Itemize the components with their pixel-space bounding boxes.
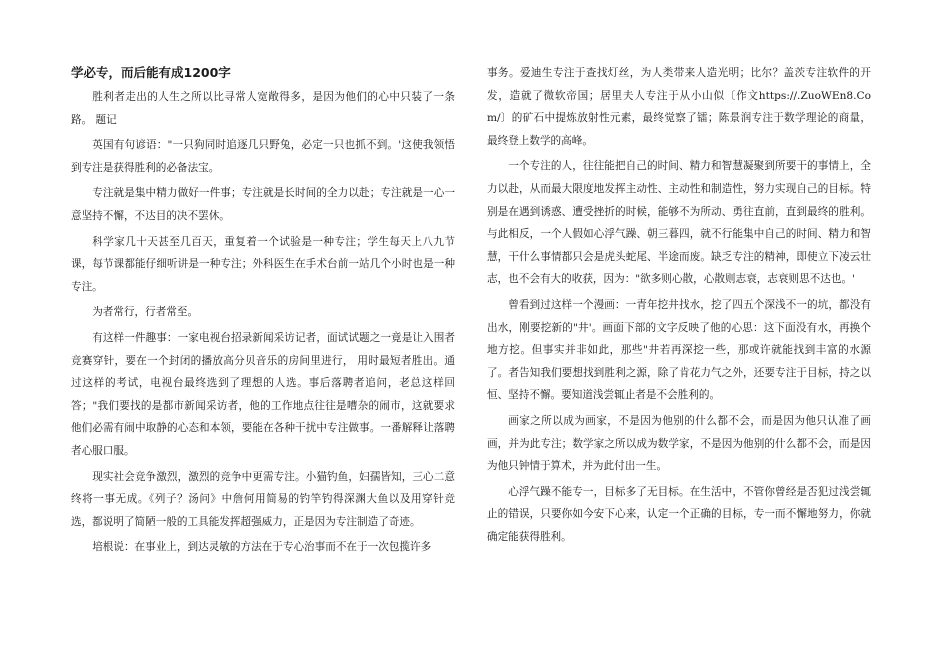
- paragraph: 培根说：在事业上，到达灵敏的方法在于专心治事而不在于一次包揽许多: [92, 541, 432, 554]
- paragraph: 有这样一件趣事：一家电视台招录新闻采访记者，面试试题之一竟是让入围者竞赛穿针，要在一个封闭的播放高分贝音乐的房间里进行， 用时最短者胜出。通过这样的考试，电视台最终选到了理想的人选。事后落聘者追问，老总这样回答；"我们要找的是都市新闻采访者，他的工作地点往往是嘈杂的闹市，这就要求他们必需有闹中取静的心态和本领，要能在各种干扰中专注做事。一番解释让落聘者心服口服。: [71, 331, 455, 457]
- paragraph: 一个专注的人，往往能把自己的时间、精力和智慧凝聚到所要干的事情上，全力以赴，从而最大限度地发挥主动性、主动性和制造性，努力实现自己的目标。特别是在遇到诱惑、遭受挫折的时候，能够不为所动、勇往直前，直到最终的胜利。与此相反，一个人假如心浮气躁、朝三暮四，就不行能集中自己的时间、精力和智慧，干什么事情都只会是虎头蛇尾、半途而废。缺乏专注的精神，即使立下凌云壮志，也不会有大的收获，因为："欲多则心散，心散则志衰，志衰则思不达也。': [487, 160, 871, 286]
- paragraph: 现实社会竞争激烈，激烈的竞争中更需专注。小猫钓鱼，妇孺皆知，三心二意终将一事无成。《列子？汤问》中詹何用简易的钓竿钓得深渊大鱼以及用穿针竞选，都说明了简陋一般的工具能发挥超强威力，正是因为专注制造了奇迹。: [71, 470, 455, 528]
- paragraph: 为者常行，行者常至。: [92, 306, 199, 319]
- paragraph: 胜利者走出的人生之所以比寻常人宽敞得多，是因为他们的心中只装了一条路。 题记: [71, 91, 455, 126]
- paragraph: 英国有句谚语："一只狗同时追逐几只野兔，必定一只也抓不到。'这使我领悟到专注是获得胜利的必备法宝。: [71, 139, 455, 174]
- paragraph: 科学家几十天甚至几百天，重复着一个试验是一种专注；学生每天上八九节课，每节课都能仔细听讲是一种专注；外科医生在手术台前一站几个小时也是一种专注。: [71, 235, 455, 293]
- left-column: [71, 62, 455, 562]
- paragraph: 专注就是集中精力做好一件事；专注就是长时间的全力以赴；专注就是一心一意坚持不懈，不达目的决不罢休。: [71, 187, 455, 222]
- paragraph-continued: 事务。爱迪生专注于查找灯丝，为人类带来人造光明；比尔？盖茨专注软件的开发，造就了微软帝国；居里夫人专注于从小山似〔作文https://.ZuoWEn8.Com/〕的矿石中提炼放射性元素，最终觉察了镭；陈景润专注于数学理论的商量，最终登上数学的高峰。: [487, 67, 871, 147]
- paragraph: 曾看到过这样一个漫画：一青年挖井找水，挖了四五个深浅不一的坑，都没有出水，刚要挖新的"井'。画面下部的文字反映了他的心思：这下面没有水，再换个地方挖。但事实并非如此，那些"井若再深挖一些，那或许就能找到丰富的水源了。者告知我们要想找到胜利之源，除了肯花力气之外，还要专注于目标，持之以恒、坚持不懈。要知道浅尝辄止者是不会胜利的。: [487, 298, 871, 402]
- paragraph: 心浮气躁不能专一，目标多了无目标。在生活中，不管你曾经是否犯过浅尝辄止的错误，只要你如今安下心来，认定一个正确的目标，专一而不懈地努力，你就确定能获得胜利。: [487, 485, 871, 543]
- article-title: 学必专，而后能有成1200字: [71, 65, 231, 80]
- right-column: [487, 62, 871, 551]
- paragraph: 画家之所以成为画家，不是因为他别的什么都不会，而是因为他只认准了画画，并为此专注；数学家之所以成为数学家，不是因为他别的什么都不会，而是因为他只钟情于算术，并为此付出一生。: [487, 414, 871, 473]
